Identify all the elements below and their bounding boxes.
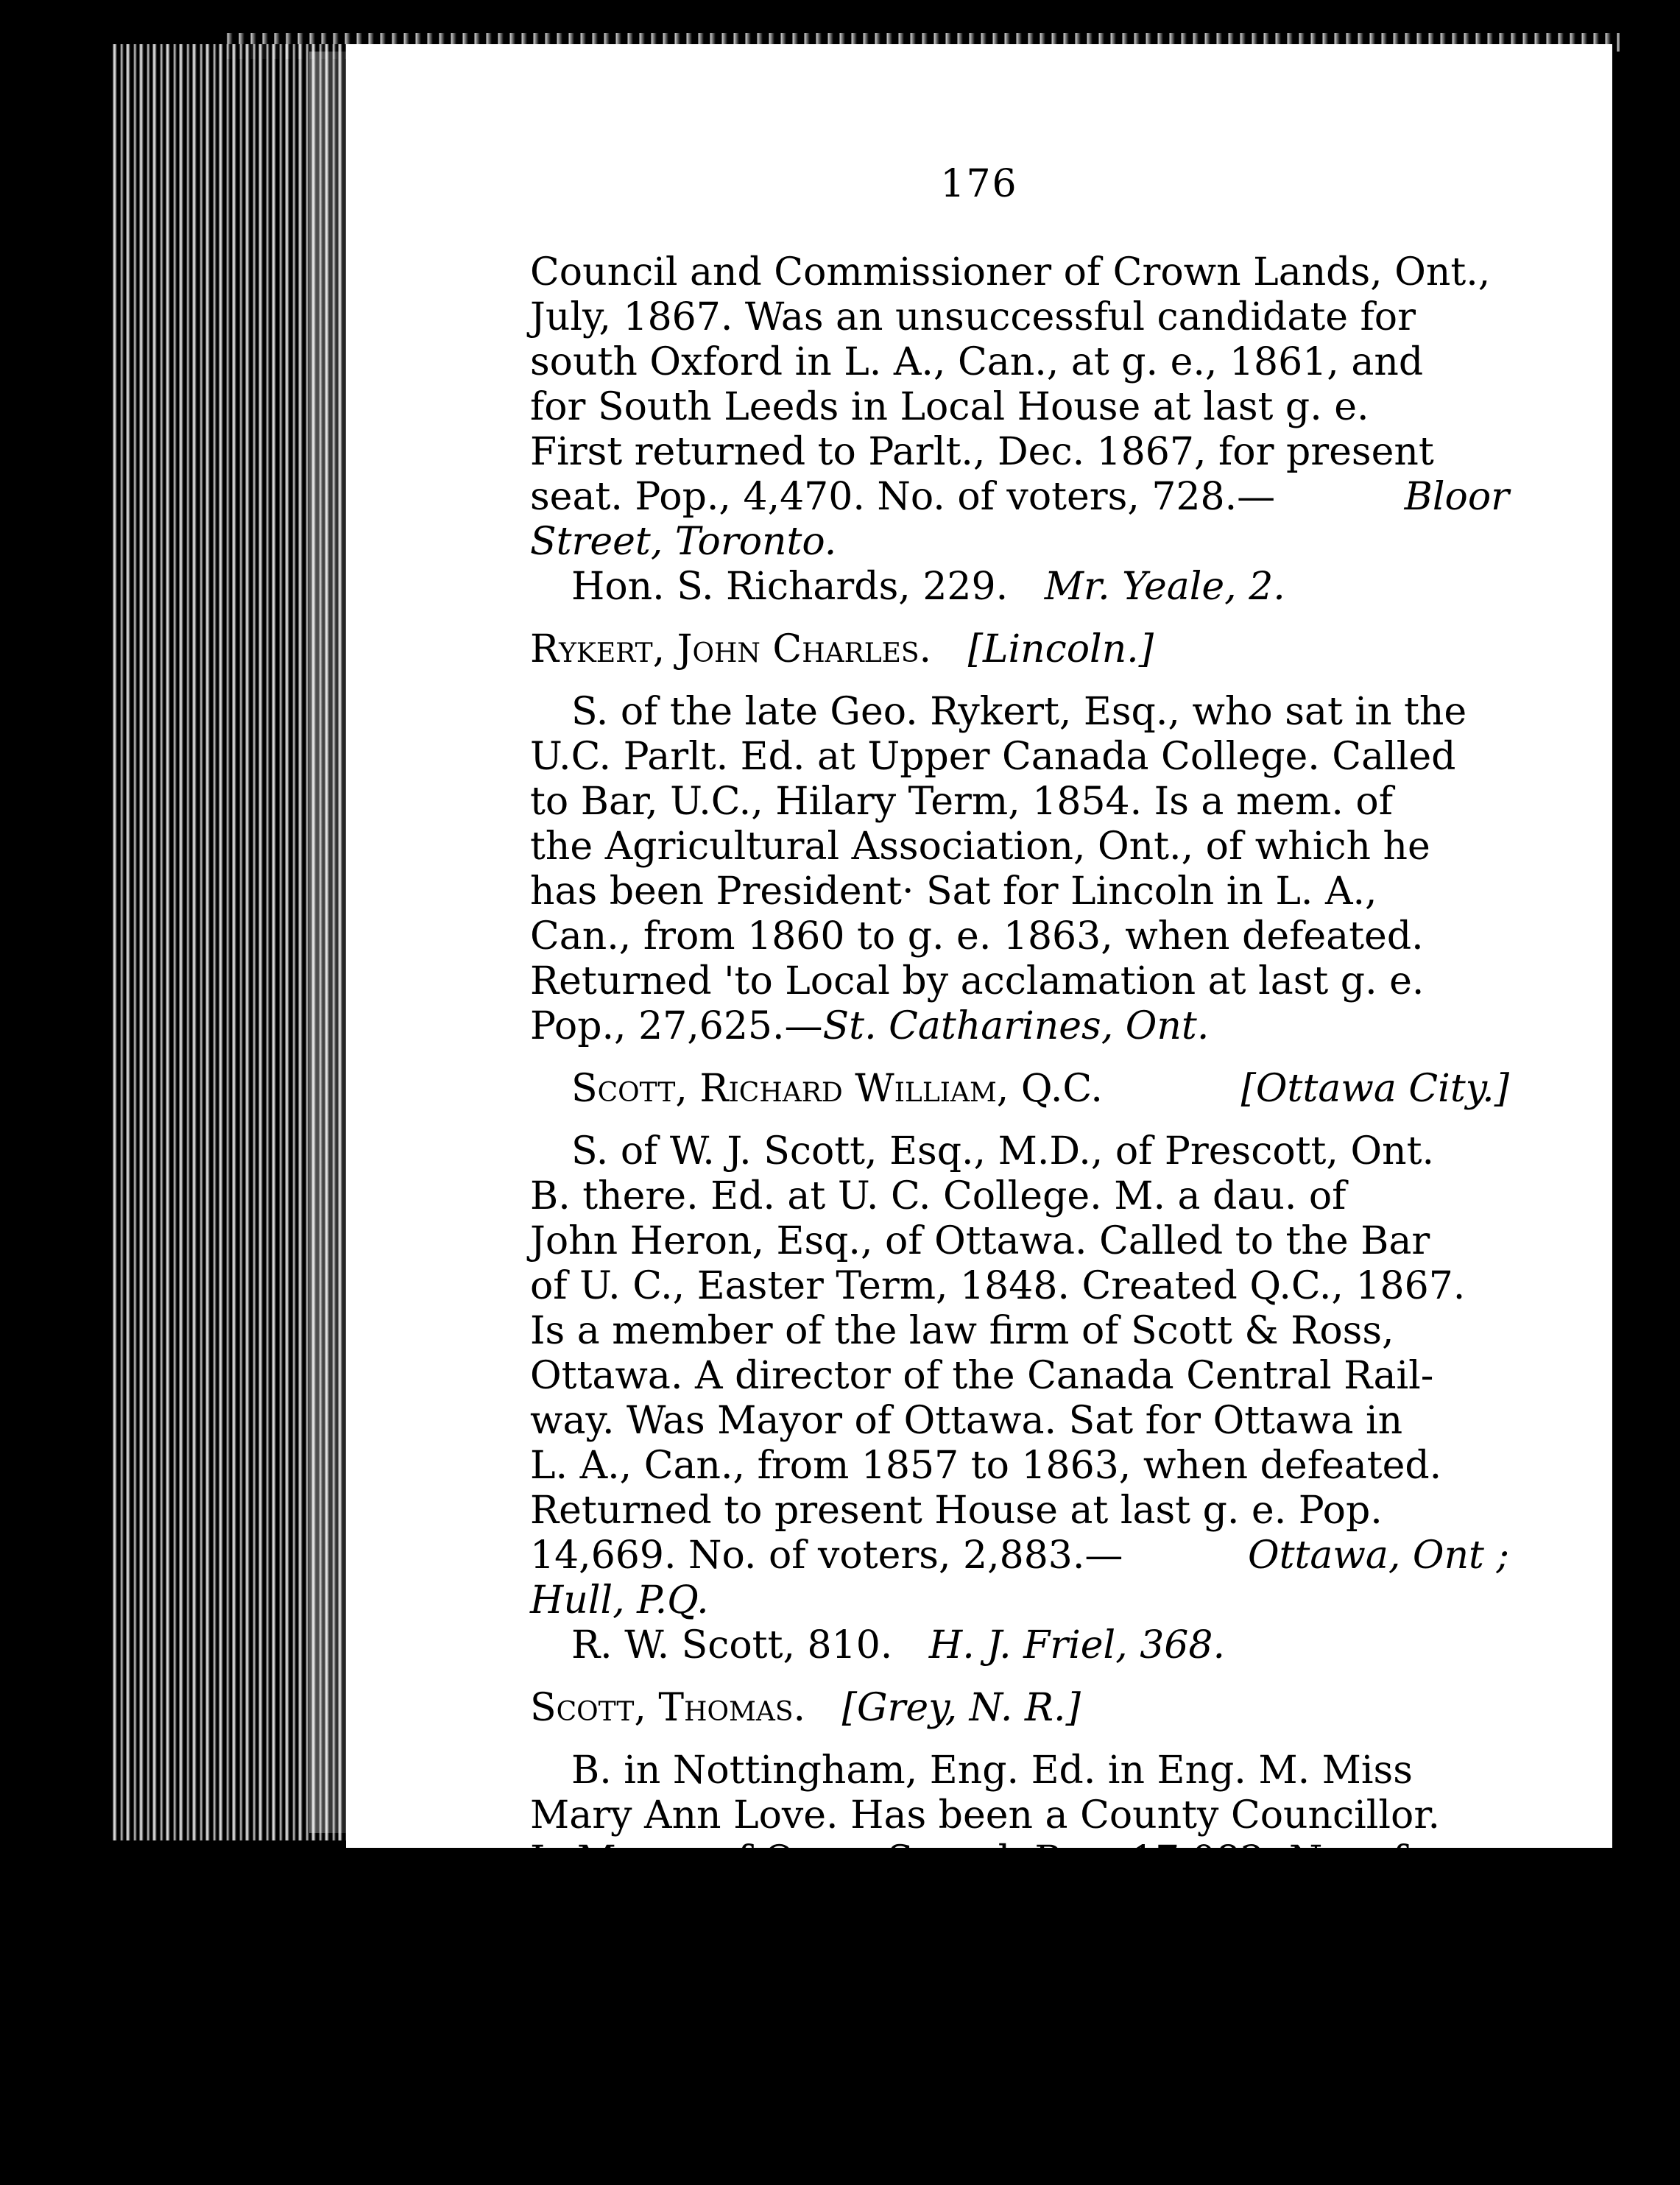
text-line: S. of the late Geo. Rykert, Esq., who sat in the (571, 690, 1467, 734)
text-line (530, 1578, 1509, 1623)
constituency: [Lincoln.] (967, 627, 1154, 671)
member-name: Scott, Richard William, Q.C. (571, 1067, 1103, 1111)
right-page-margin (1612, 52, 1671, 1818)
text-line: Can., from 1860 to g. e. 1863, when defeated. (530, 914, 1424, 959)
text-line: Is a member of the law firm of Scott & Ross, (530, 1309, 1394, 1353)
text-line: First returned to Parlt., Dec. 1867, for present (530, 430, 1434, 474)
constituency: [Grey, N. R.] (841, 1686, 1081, 1730)
entry-heading (530, 1686, 1509, 1731)
page-number: 176 (940, 162, 1018, 206)
address-text: Hull, P.Q. (530, 1578, 709, 1623)
member-name: Rykert, John Charles. (530, 627, 932, 671)
text-line (530, 520, 1509, 565)
page-edge-shading (309, 52, 368, 1833)
text-segment: seat. Pop., 4,470. No. of voters, 728.— (530, 475, 1276, 519)
text-line: of U. C., Easter Term, 1848. Created Q.C., 1867. (530, 1264, 1466, 1308)
vote-winner: Hon. S. Richards, 229. (571, 565, 1009, 609)
text-line: to Bar, U.C., Hilary Term, 1854. Is a mem. of (530, 780, 1393, 824)
entry-heading (530, 627, 1509, 672)
address-text: Ottawa, Ont ; (1247, 1533, 1509, 1578)
text-line: Is Mayor of Owen Sound. Pop. 17,082. No. of (530, 1838, 1407, 1882)
text-line: Council and Commissioner of Crown Lands, Ont., (530, 250, 1491, 294)
text-line: S. of W. J. Scott, Esq., M.D., of Prescott, Ont. (571, 1129, 1435, 1173)
text-line (530, 1533, 1509, 1578)
text-line (530, 1883, 1509, 1928)
text-line: way. Was Mayor of Ottawa. Sat for Ottawa in (530, 1399, 1403, 1443)
vote-winner: T. Scott, 1,430. (571, 1928, 864, 1972)
member-heading-left (571, 1067, 1103, 1112)
page-text (530, 250, 1509, 1973)
text-line (530, 475, 1509, 520)
vote-winner: R. W. Scott, 810. (571, 1623, 893, 1667)
text-line: B. there. Ed. at U. C. College. M. a dau. of (530, 1174, 1347, 1218)
vote-result (530, 1623, 1509, 1668)
text-line: B. in Nottingham, Eng. Ed. in Eng. M. Miss (571, 1748, 1413, 1793)
constituency: [Ottawa City.] (1240, 1067, 1509, 1111)
text-line: John Heron, Esq., of Ottawa. Called to the Bar (530, 1219, 1430, 1263)
book-page (346, 44, 1612, 1972)
text-line: Returned to present House at last g. e. Pop. (530, 1489, 1383, 1533)
text-line: for South Leeds in Local House at last g. e. (530, 385, 1369, 429)
entry-heading (530, 1067, 1509, 1112)
text-line (530, 1004, 1509, 1049)
vote-loser: H. J. Friel, 368. (928, 1623, 1225, 1667)
address-text: St. Catharines, Ont. (822, 1004, 1210, 1048)
text-line: south Oxford in L. A., Can., at g. e., 1861, and (530, 340, 1424, 384)
text-line: has been President· Sat for Lincoln in L. A., (530, 869, 1377, 914)
text-line: July, 1867. Was an unsuccessful candidate for (530, 295, 1416, 339)
vote-loser: J. Couper, 1,162. (900, 1928, 1221, 1972)
text-segment: 14,669. No. of voters, 2,883.— (530, 1533, 1123, 1578)
text-segment: voters. 3,478.— (530, 1883, 836, 1927)
text-segment: Pop., 27,625.— (530, 1004, 823, 1048)
text-line: Ottawa. A director of the Canada Central Rail- (530, 1354, 1434, 1398)
address-text: Street, Toronto. (530, 520, 837, 564)
text-line: Mary Ann Love. Has been a County Councillor. (530, 1793, 1441, 1838)
vote-result (530, 1928, 1509, 1973)
address-text: Bloor (1404, 475, 1509, 519)
text-line: L. A., Can., from 1857 to 1863, when defeated. (530, 1444, 1442, 1488)
address-text: Owen Sound, Ont. (835, 1883, 1190, 1927)
vote-loser: Mr. Yeale, 2. (1044, 565, 1285, 609)
member-name: Scott, Thomas. (530, 1686, 806, 1730)
vote-result (530, 565, 1509, 610)
text-line: the Agricultural Association, Ont., of which he (530, 825, 1430, 869)
text-line: U.C. Parlt. Ed. at Upper Canada College. Called (530, 735, 1456, 779)
text-line: Returned 'to Local by acclamation at last g. e. (530, 959, 1425, 1003)
